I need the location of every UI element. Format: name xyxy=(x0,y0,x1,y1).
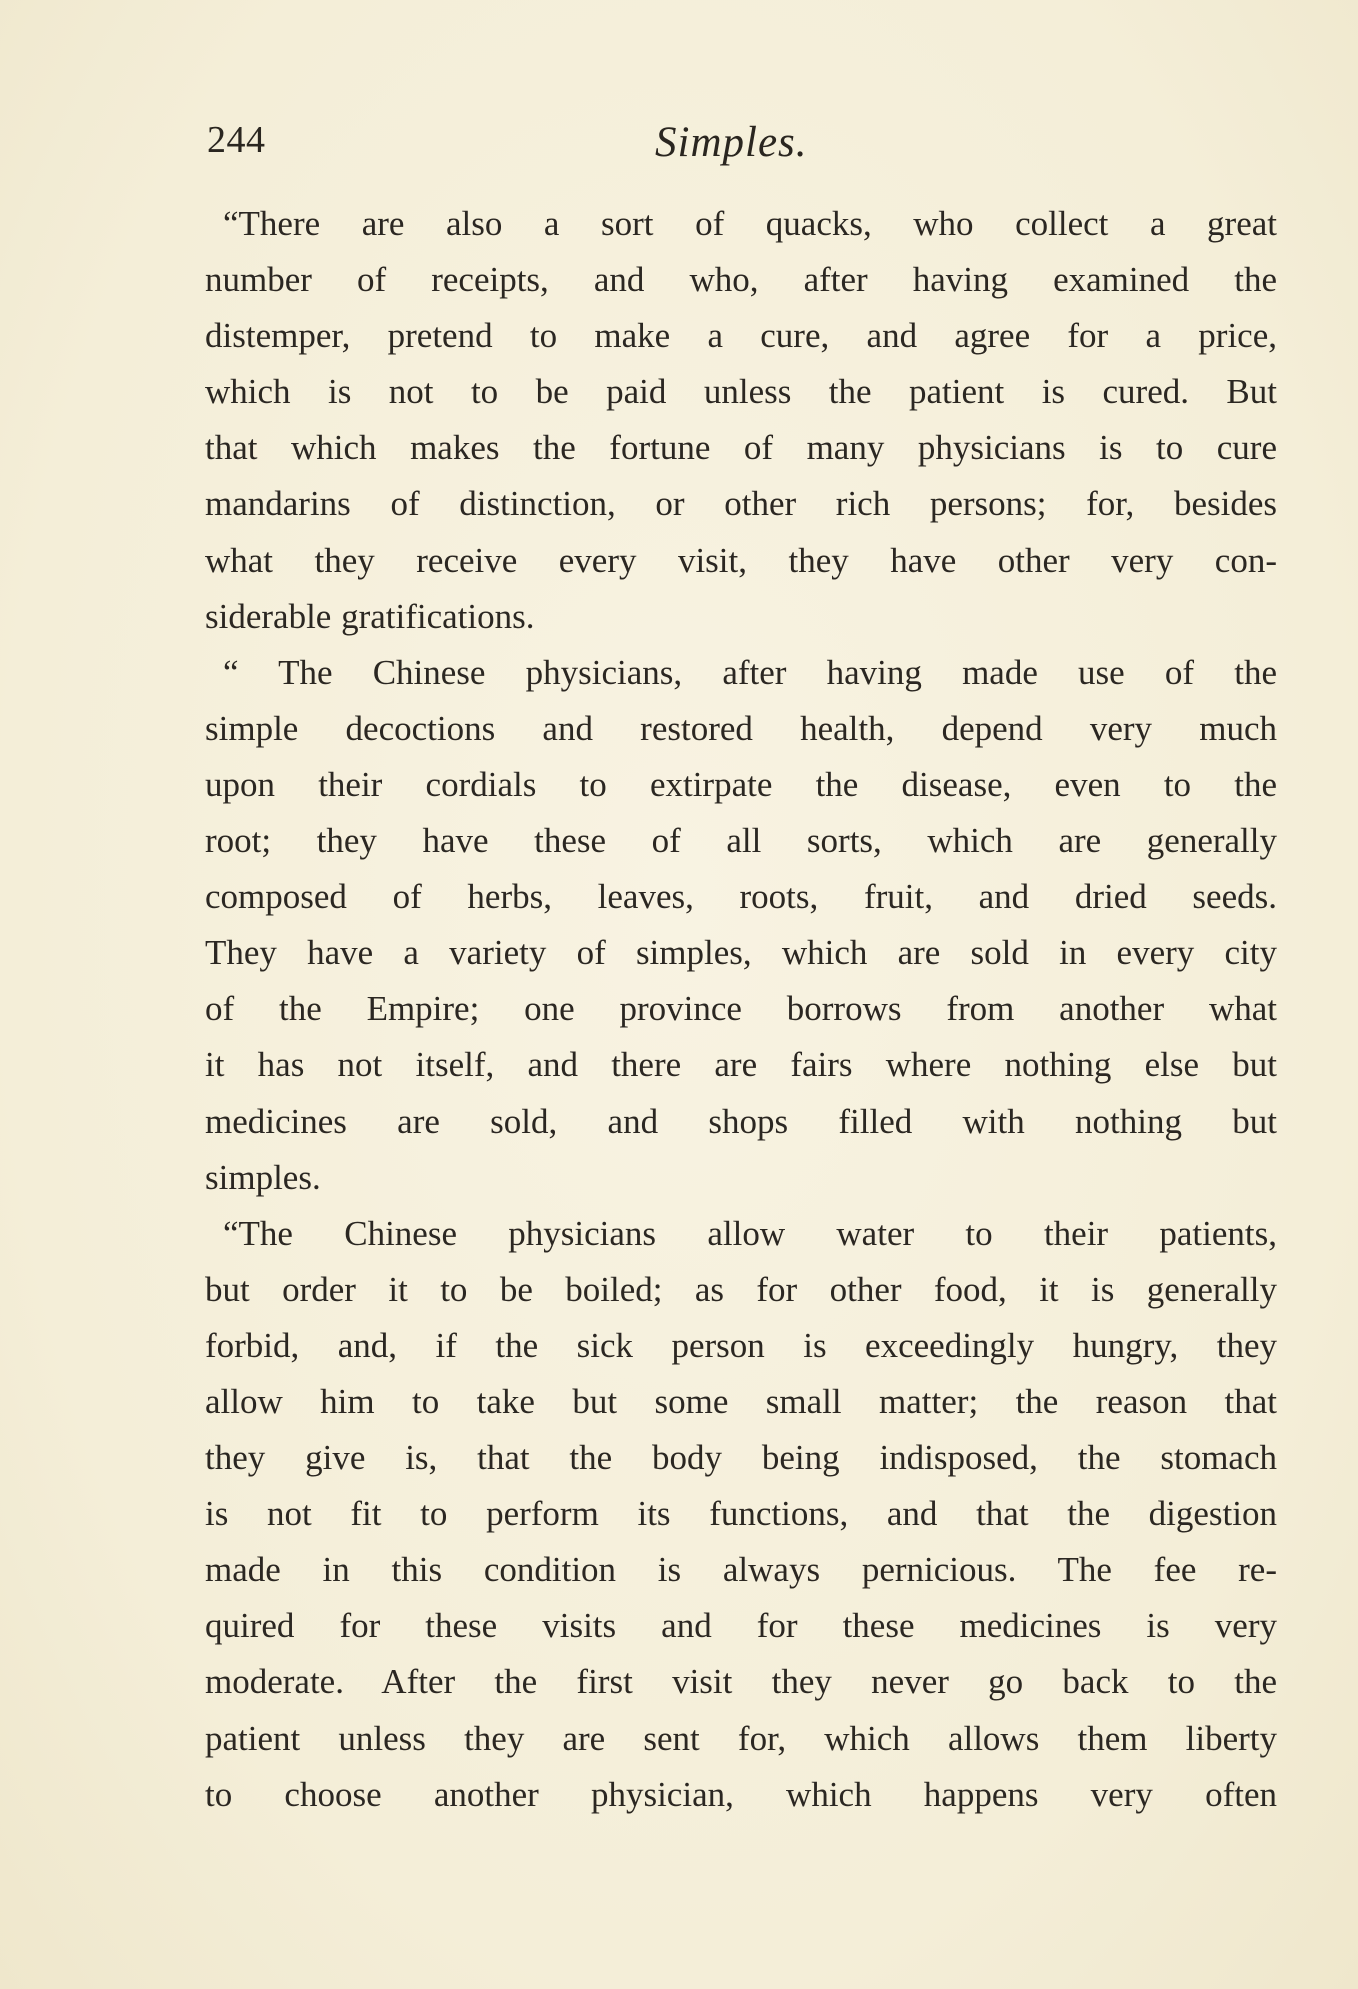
text-line: “There are also a sort of quacks, who collect a great xyxy=(223,204,1277,243)
text-line: mandarins of distinction, or other rich persons; for, besides xyxy=(205,484,1277,524)
text-line: it has not itself, and there are fairs where nothing else but xyxy=(205,1045,1277,1085)
text-line: of the Empire; one province borrows from another what xyxy=(205,989,1277,1029)
text-line: that which makes the fortune of many physicians is to cure xyxy=(205,428,1277,468)
text-line: they give is, that the body being indisposed, the stomach xyxy=(205,1438,1277,1478)
text-line: composed of herbs, leaves, roots, fruit, and dried seeds. xyxy=(205,877,1277,917)
running-title: Simples. xyxy=(655,119,808,166)
text-line: forbid, and, if the sick person is exceedingly hungry, they xyxy=(205,1325,1277,1365)
text-line: quired for these visits and for these medicines is very xyxy=(205,1606,1277,1646)
text-line: upon their cordials to extirpate the disease, even to the xyxy=(205,764,1277,804)
text-line: They have a variety of simples, which are sold in every city xyxy=(205,933,1277,973)
text-line: to choose another physician, which happens very often xyxy=(205,1774,1277,1814)
text-line: medicines are sold, and shops filled with nothing but xyxy=(205,1101,1277,1141)
text-line: root; they have these of all sorts, which are generally xyxy=(205,821,1277,861)
text-line: simple decoctions and restored health, depend very much xyxy=(205,708,1277,748)
text-line: allow him to take but some small matter; the reason that xyxy=(205,1381,1277,1421)
text-line: made in this condition is always pernicious. The fee re- xyxy=(205,1550,1277,1590)
text-line: which is not to be paid unless the patient is cured. But xyxy=(205,372,1277,412)
text-line: moderate. After the first visit they never go back to the xyxy=(205,1662,1277,1702)
text-line: siderable gratifications. xyxy=(205,596,535,636)
page-header xyxy=(207,118,1277,178)
text-line: patient unless they are sent for, which allows them liberty xyxy=(205,1718,1277,1758)
text-line: what they receive every visit, they have other very con- xyxy=(205,540,1277,580)
page-number: 244 xyxy=(207,119,266,161)
text-line: number of receipts, and who, after having examined the xyxy=(205,260,1277,300)
text-line: is not fit to perform its functions, and that the digestion xyxy=(205,1494,1277,1534)
text-line: but order it to be boiled; as for other food, it is generally xyxy=(205,1269,1277,1309)
text-line: distemper, pretend to make a cure, and agree for a price, xyxy=(205,316,1277,356)
body-text xyxy=(205,196,1277,1823)
text-line: simples. xyxy=(205,1157,321,1197)
text-line: “ The Chinese physicians, after having made use of the xyxy=(223,652,1277,692)
text-line: “The Chinese physicians allow water to their patients, xyxy=(223,1213,1277,1253)
